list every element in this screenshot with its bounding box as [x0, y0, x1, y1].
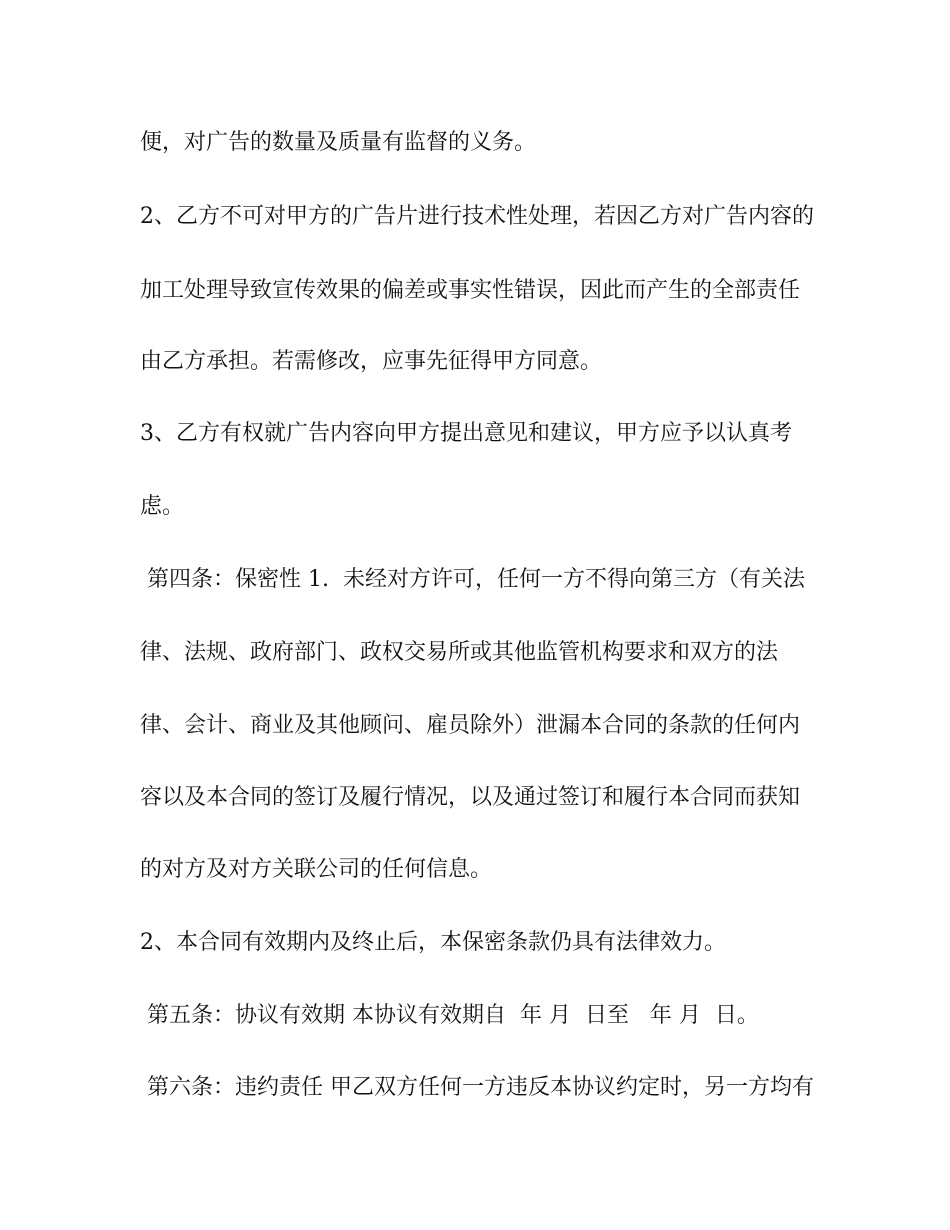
paragraph-line: 3、乙方有权就广告内容向甲方提出意见和建议，甲方应予以认真考	[140, 421, 792, 446]
paragraph-line: 的对方及对方关联公司的任何信息。	[140, 857, 493, 882]
paragraph-line: 第六条：违约责任 甲乙双方任何一方违反本协议约定时，另一方均有	[140, 1075, 814, 1100]
paragraph-line: 由乙方承担。若需修改，应事先征得甲方同意。	[140, 349, 603, 374]
paragraph-line: 律、会计、商业及其他顾问、雇员除外）泄漏本合同的条款的任何内	[140, 713, 801, 738]
paragraph-line: 2、本合同有效期内及终止后，本保密条款仍具有法律效力。	[140, 930, 726, 955]
paragraph-line: 2、乙方不可对甲方的广告片进行技术性处理，若因乙方对广告内容的	[140, 204, 814, 229]
paragraph-line: 第五条：协议有效期 本协议有效期自 年 月 日至 年 月 日。	[140, 1003, 759, 1028]
paragraph-line: 第四条：保密性 1. 未经对方许可，任何一方不得向第三方（有关法	[140, 567, 805, 592]
paragraph-line: 加工处理导致宣传效果的偏差或事实性错误，因此而产生的全部责任	[140, 278, 801, 303]
paragraph-line: 便，对广告的数量及质量有监督的义务。	[140, 130, 537, 155]
paragraph-line: 律、法规、政府部门、政权交易所或其他监管机构要求和双方的法	[140, 640, 779, 665]
paragraph-line: 虑。	[140, 494, 185, 519]
paragraph-line: 容以及本合同的签订及履行情况，以及通过签订和履行本合同而获知	[140, 785, 801, 810]
